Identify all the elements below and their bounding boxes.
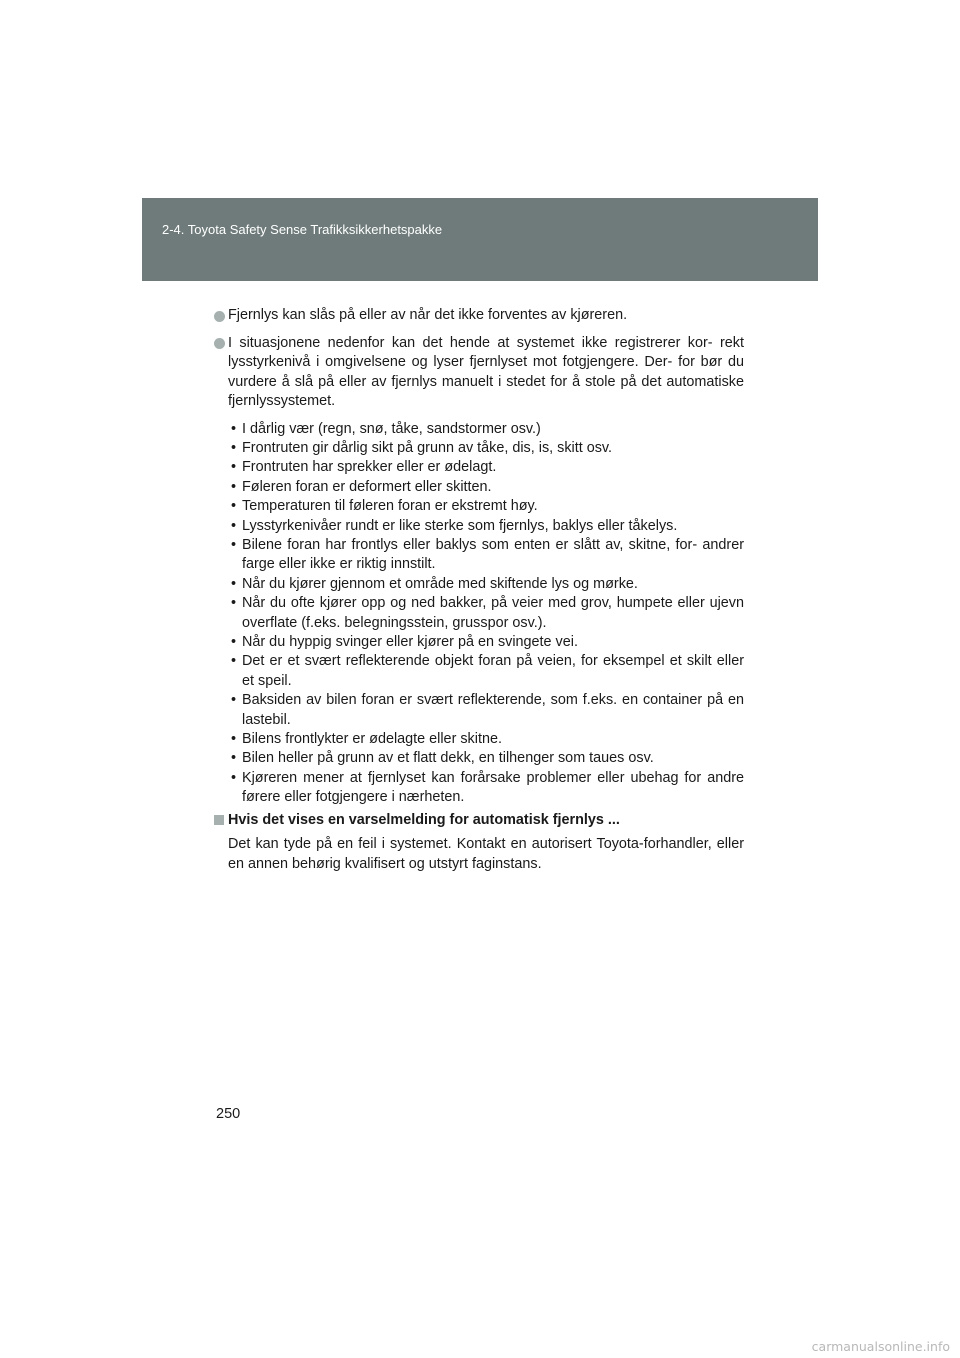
section-title: 2-4. Toyota Safety Sense Trafikksikkerhetspakke <box>162 222 443 237</box>
bullet-dot-icon: • <box>231 420 237 437</box>
list-item <box>214 439 744 458</box>
list-item-text: Kjøreren mener at fjernlyset kan forårsake problemer eller ubehag for andre førere eller fotgjengere i nærheten. <box>242 769 744 806</box>
list-item <box>214 478 744 497</box>
list-item <box>214 730 744 749</box>
list-item-text: Frontruten har sprekker eller er ødelagt. <box>242 459 497 476</box>
circle-bullet-icon <box>214 338 225 349</box>
list-item-text: Når du hyppig svinger eller kjører på en svingete vei. <box>242 633 578 650</box>
list-item <box>214 420 744 439</box>
section-header-band <box>142 198 818 281</box>
bullet-dot-icon: • <box>231 459 237 476</box>
note-item <box>214 334 744 412</box>
list-item-text: Temperaturen til føleren foran er ekstremt høy. <box>242 498 538 515</box>
list-item <box>214 769 744 808</box>
bullet-dot-icon: • <box>231 731 237 747</box>
bullet-dot-icon: • <box>231 478 237 495</box>
page-number: 250 <box>216 1106 241 1122</box>
note-item <box>214 306 744 326</box>
list-item-text: Baksiden av bilen foran er svært reflekterende, som f.eks. en container på en lastebil. <box>242 692 744 728</box>
list-item <box>214 633 744 652</box>
list-item-text: Lysstyrkenivåer rundt er like sterke som fjernlys, baklys eller tåkelys. <box>242 517 678 534</box>
watermark: carmanualsonline.info <box>811 1339 950 1354</box>
warning-body: Det kan tyde på en feil i systemet. Kontakt en autorisert Toyota-forhandler, eller en annen behørig kvalifisert og utstyrt faginstans. <box>228 835 744 872</box>
list-item-text: Føleren foran er deformert eller skitten. <box>242 478 492 495</box>
list-item-text: Det er et svært reflekterende objekt foran på veien, for eksempel et skilt eller et speil. <box>242 653 744 689</box>
bullet-dot-icon: • <box>231 575 237 592</box>
list-item <box>214 749 744 768</box>
list-item <box>214 652 744 691</box>
list-item-text: Bilene foran har frontlys eller baklys som enten er slått av, skitne, for- andrer farge eller ikke er riktig innstilt. <box>242 536 744 573</box>
bullet-dot-icon: • <box>231 439 237 456</box>
list-item-text: Når du kjører gjennom et område med skiftende lys og mørke. <box>242 575 638 592</box>
list-item-text: Bilen heller på grunn av et flatt dekk, en tilhenger som taues osv. <box>242 750 654 767</box>
note-text: I situasjonene nedenfor kan det hende at systemet ikke registrerer kor- rekt lysstyrkenivå i omgivelsene og lyser fjernlyset mot fotgjengere. Der- for bør du vurdere å slå på eller av fjernlys manuelt i stedet for å stole på det automatiske fjernlyssystemet. <box>228 334 744 409</box>
condition-list <box>214 420 744 808</box>
bullet-dot-icon: • <box>231 633 237 650</box>
bullet-dot-icon: • <box>231 517 237 534</box>
list-item-text: Når du ofte kjører opp og ned bakker, på veier med grov, humpete eller ujevn overflate (f.eks. belegningsstein, grusspor osv.). <box>242 595 744 631</box>
list-item-text: I dårlig vær (regn, snø, tåke, sandstormer osv.) <box>242 420 541 437</box>
list-item <box>214 517 744 536</box>
bullet-dot-icon: • <box>231 653 237 670</box>
square-bullet-icon <box>214 815 224 825</box>
bullet-dot-icon: • <box>231 498 237 515</box>
bullet-dot-icon: • <box>231 769 237 786</box>
list-item <box>214 691 744 730</box>
list-item <box>214 497 744 516</box>
bullet-dot-icon: • <box>231 692 237 709</box>
bullet-dot-icon: • <box>231 750 237 767</box>
warning-heading <box>214 810 744 830</box>
page-content <box>214 306 744 874</box>
list-item <box>214 575 744 594</box>
warning-heading-text: Hvis det vises en varselmelding for automatisk fjernlys ... <box>228 811 620 828</box>
list-item <box>214 536 744 575</box>
list-item <box>214 594 744 633</box>
note-text: Fjernlys kan slås på eller av når det ikke forventes av kjøreren. <box>228 307 628 323</box>
list-item-text: Bilens frontlykter er ødelagte eller skitne. <box>242 731 502 747</box>
list-item-text: Frontruten gir dårlig sikt på grunn av tåke, dis, is, skitt osv. <box>242 439 613 456</box>
bullet-dot-icon: • <box>231 595 237 612</box>
bullet-dot-icon: • <box>231 536 237 553</box>
list-item <box>214 458 744 477</box>
circle-bullet-icon <box>214 311 225 322</box>
